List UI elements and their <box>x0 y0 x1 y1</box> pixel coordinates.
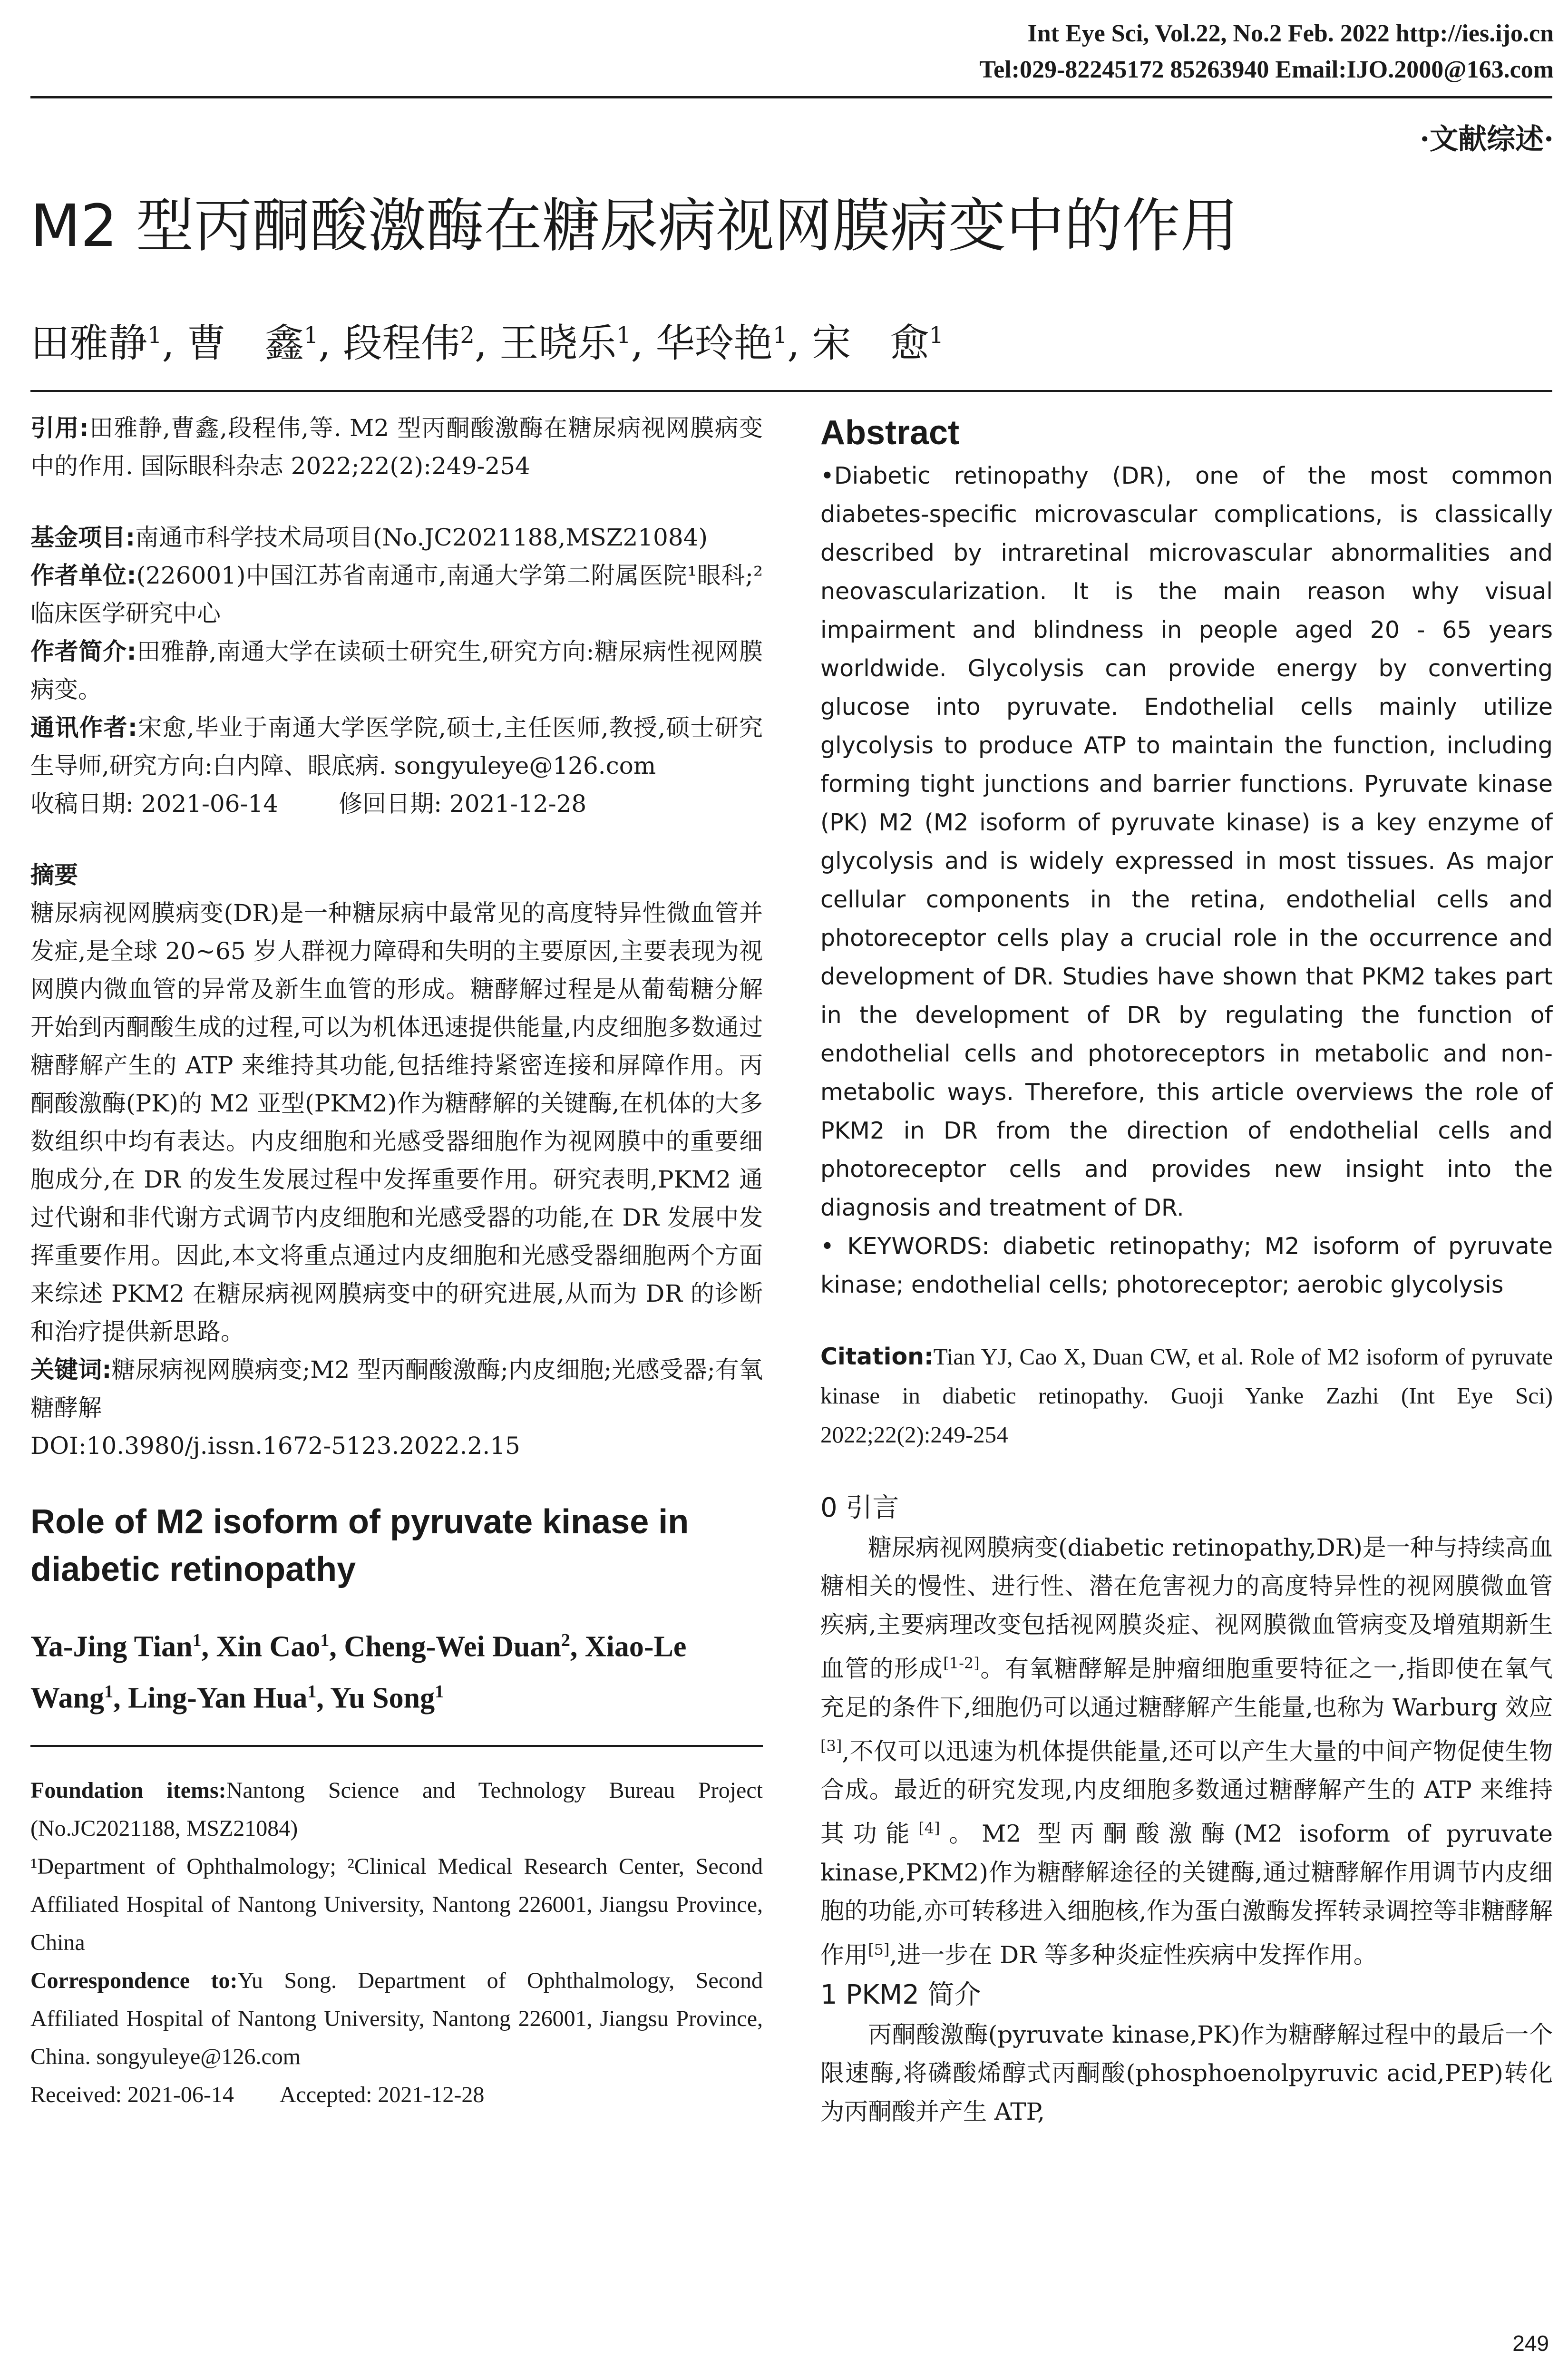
doi: DOI:10.3980/j.issn.1672-5123.2022.2.15 <box>30 1432 520 1460</box>
abstract-text: •Diabetic retinopathy (DR), one of the most common diabetes-specific microvascular complications, is classically described by intraretinal microvascular abnormalities and neovascularization. It is the main reason why visual impairment and blindness in people aged 20 - 65 years worldwide. Glycolysis can provide energy by converting glucose into pyruvate. Endothelial cells mainly utilize glycolysis to produce ATP to maintain the function, including forming tight junctions and barrier functions. Pyruvate kinase (PK) M2 (M2 isoform of pyruvate kinase) is a key enzyme of glycolysis and is widely expressed in most tissues. As major cellular components in the retina, endothelial cells and photoreceptor cells play a crucial role in the occurrence and development of DR. Studies have shown that PKM2 takes part in the development of DR by regulating the function of endothelial cells and photoreceptors in metabolic and non-metabolic ways. Therefore, this article overviews the role of PKM2 in DR from the direction of endothelial cells and photoreceptor cells and provides new insight into the diagnosis and treatment of DR. <box>820 462 1553 1221</box>
left-column <box>30 409 763 2114</box>
right-column <box>820 409 1553 2131</box>
intro-heading: 0 引言 <box>820 1492 899 1523</box>
author: 王晓乐 <box>499 321 617 366</box>
abstract-heading: Abstract <box>820 414 960 452</box>
chinese-title: M2 型丙酮酸激酶在糖尿病视网膜病变中的作用 <box>30 192 1238 260</box>
section1-paragraph: 丙酮酸激酶(pyruvate kinase,PK)作为糖酵解过程中的最后一个限速酶,将磷酸烯醇式丙酮酸(phosphoenolpyruvic acid,PEP)转化为丙酮酸并产生 ATP, <box>820 2020 1553 2125</box>
header-rule <box>30 96 1552 98</box>
keywords-en: • KEYWORDS: diabetic retinopathy; M2 isoform of pyruvate kinase; endothelial cells; photoreceptor; aerobic glycolysis <box>820 1233 1553 1298</box>
dates-en: Received: 2021-06-14 Accepted: 2021-12-28 <box>30 2082 485 2108</box>
english-title: Role of M2 isoform of pyruvate kinase in diabetic retinopathy <box>30 1503 689 1588</box>
correspondence: Correspondence to:Yu Song. Department of Ophthalmology, Second Affiliated Hospital of Nantong University, Nantong 226001, Jiangsu Province, China. songyuleye@126.com <box>30 1968 763 2070</box>
author: 华玲艳 <box>655 321 773 366</box>
dates-cn: 收稿日期: 2021-06-14 修回日期: 2021-12-28 <box>30 790 587 818</box>
citation-en: Citation:Tian YJ, Cao X, Duan CW, et al. Role of M2 isoform of pyruvate kinase in diabetic retinopathy. Guoji Yanke Zazhi (Int Eye Sci) 2022;22(2):249-254 <box>820 1343 1553 1448</box>
author-unit: 作者单位:(226001)中国江苏省南通市,南通大学第二附属医院¹眼科;²临床医学研究中心 <box>30 562 763 627</box>
author: 宋 愈 <box>812 321 929 366</box>
title-rule <box>30 390 1552 392</box>
citation-cn: 引用:田雅静,曹鑫,段程伟,等. M2 型丙酮酸激酶在糖尿病视网膜病变中的作用. 国际眼科杂志 2022;22(2):249-254 <box>30 414 763 480</box>
contact-header-line: Tel:029-82245172 85263940 Email:IJO.2000@163.com <box>979 56 1554 83</box>
affiliations: ¹Department of Ophthalmology; ²Clinical Medical Research Center, Second Affiliated Hospital of Nantong University, Nantong 226001, Jiangsu Province, China <box>30 1854 763 1956</box>
journal-header-line: Int Eye Sci, Vol.22, No.2 Feb. 2022 http://ies.ijo.cn <box>1027 20 1554 47</box>
chinese-authors: 田雅静$^1$, 曹 鑫$^1$, 段程伟$^2$, 王晓乐$^1$, 华玲艳$^1$, 宋 愈$^1$ <box>30 321 944 366</box>
abstract-cn-text: 糖尿病视网膜病变(DR)是一种糖尿病中最常见的高度特异性微血管并发症,是全球 20~65 岁人群视力障碍和失明的主要原因,主要表现为视网膜内微血管的异常及新生血管的形成。糖酵解过程是从葡萄糖分解开始到丙酮酸生成的过程,可以为机体迅速提供能量,内皮细胞多数通过糖酵解产生的 ATP 来维持其功能,包括维持紧密连接和屏障作用。丙酮酸激酶(PK)的 M2 亚型(PKM2)作为糖酵解的关键酶,在机体的大多数组织中均有表达。内皮细胞和光感受器细胞作为视网膜中的重要细胞成分,在 DR 的发生发展过程中发挥重要作用。研究表明,PKM2 通过代谢和非代谢方式调节内皮细胞和光感受器的功能,在 DR 发展中发挥重要作用。因此,本文将重点通过内皮细胞和光感受器细胞两个方面来综述 PKM2 在糖尿病视网膜病变中的研究进展,从而为 DR 的诊断和治疗提供新思路。 <box>30 899 763 1345</box>
author: 段程伟 <box>343 321 460 366</box>
author: 田雅静 <box>30 321 148 366</box>
fund-info: 基金项目:南通市科学技术局项目(No.JC2021188,MSZ21084) <box>30 524 708 551</box>
english-authors: Ya-Jing Tian$^1$, Xin Cao$^1$, Cheng-Wei Duan$^2$, Xiao-Le Wang$^1$, Ling-Yan Hua$^1$, Yu Song$^1$ <box>30 1630 687 1715</box>
corresponding-author: 通讯作者:宋愈,毕业于南通大学医学院,硕士,主任医师,教授,硕士研究生导师,研究方向:白内障、眼底病. songyuleye@126.com <box>30 714 763 779</box>
author-bio: 作者简介:田雅静,南通大学在读硕士研究生,研究方向:糖尿病性视网膜病变。 <box>30 638 763 703</box>
section1-heading: 1 PKM2 简介 <box>820 1979 981 2010</box>
page-number: 249 <box>1512 2331 1549 2356</box>
keywords-cn: 关键词:糖尿病视网膜病变;M2 型丙酮酸激酶;内皮细胞;光感受器;有氧糖酵解 <box>30 1356 763 1422</box>
intro-paragraph: 糖尿病视网膜病变(diabetic retinopathy,DR)是一种与持续高血糖相关的慢性、进行性、潜在危害视力的高度特异性的视网膜微血管疾病,主要病理改变包括视网膜炎症、视网膜微血管病变及增殖期新生血管的形成[1-2]。有氧糖酵解是肿瘤细胞重要特征之一,指即使在氧气充足的条件下,细胞仍可以通过糖酵解产生能量,也称为 Warburg 效应[3],不仅可以迅速为机体提供能量,还可以产生大量的中间产物促使生物合成。最近的研究发现,内皮细胞多数通过糖酵解产生的 ATP 来维持其功能[4]。M2 型丙酮酸激酶(M2 isoform of pyruvate kinase,PKM2)作为糖酵解途径的关键酶,通过糖酵解作用调节内皮细胞的功能,亦可转移进入细胞核,作为蛋白激酶发挥转录调控等非糖酵解作用[5],进一步在 DR 等多种炎症性疾病中发挥作用。 <box>820 1534 1553 1969</box>
author: 曹 鑫 <box>186 321 304 366</box>
section-tag: ·文献综述· <box>1420 123 1554 156</box>
abstract-cn-heading: 摘要 <box>30 861 78 889</box>
foundation-items: Foundation items:Nantong Science and Technology Bureau Project (No.JC2021188, MSZ21084) <box>30 1778 763 1841</box>
